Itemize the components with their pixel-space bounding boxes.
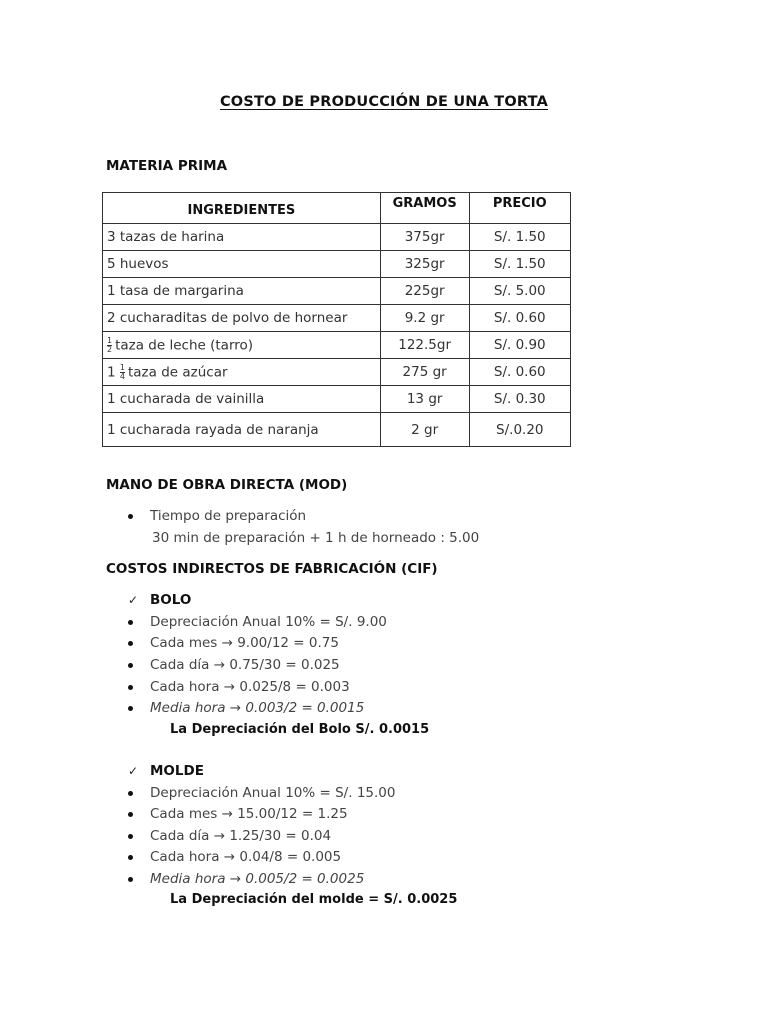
line-text: Cada día → 1.25/30 = 0.04 [150,828,332,844]
cell-precio: S/. 1.50 [469,251,570,278]
page-title [0,94,768,110]
cell-precio: S/.0.20 [469,413,570,447]
header-precio: PRECIO [469,193,570,224]
cell-precio: S/. 1.50 [469,224,570,251]
title-text: COSTO DE PRODUCCIÓN DE UNA TORTA [219,94,549,110]
bullet-icon [128,791,133,796]
table-row [103,413,571,447]
molde-subheading [128,763,204,779]
table-row [103,224,571,251]
molde-summary: La Depreciación del molde = S/. 0.0025 [170,892,458,907]
bolo-summary: La Depreciación del Bolo S/. 0.0015 [170,722,430,737]
cell-gramos: 9.2 gr [380,305,469,332]
list-item [128,635,339,651]
cell-gramos: 275 gr [380,359,469,386]
fraction-whole: 1 [107,364,116,380]
cell-gramos: 122.5gr [380,332,469,359]
cif-heading: COSTOS INDIRECTOS DE FABRICACIÓN (CIF) [106,561,438,577]
cell-precio: S/. 5.00 [469,278,570,305]
bullet-icon [128,685,133,690]
table-header-row [103,193,571,224]
fraction-denominator: 4 [119,371,125,381]
bullet-icon [128,706,133,711]
list-item [128,700,364,716]
list-item [128,871,364,887]
checkmark-icon: ✓ [128,764,139,778]
table-row [103,251,571,278]
bullet-icon [128,620,133,625]
table-row [103,332,571,359]
list-item [128,657,340,673]
table-row [103,305,571,332]
list-item [128,806,348,822]
fraction-denominator: 2 [107,344,113,354]
cell-gramos: 2 gr [380,413,469,447]
bullet-icon [128,855,133,860]
bullet-icon [128,877,133,882]
bullet-icon [128,812,133,817]
list-item [128,679,350,695]
fraction-numerator: 1 [107,335,113,345]
cell-ingrediente: 3 tazas de harina [103,224,381,251]
list-item [128,785,395,801]
ingredient-text: taza de azúcar [127,364,228,380]
mod-heading: MANO DE OBRA DIRECTA (MOD) [106,477,348,493]
cell-ingrediente [103,332,381,359]
cell-ingrediente: 1 cucharada rayada de naranja [103,413,381,447]
header-gramos: GRAMOS [380,193,469,224]
cell-ingrediente: 1 tasa de margarina [103,278,381,305]
fraction-half [107,337,112,354]
line-text: Cada mes → 9.00/12 = 0.75 [150,635,339,651]
line-text: Media hora → 0.003/2 = 0.0015 [150,700,365,716]
cell-precio: S/. 0.90 [469,332,570,359]
line-text: Cada hora → 0.04/8 = 0.005 [150,849,342,865]
header-ingredientes: INGREDIENTES [103,193,381,224]
table-row [103,386,571,413]
line-text: Cada mes → 15.00/12 = 1.25 [150,806,348,822]
cell-precio: S/. 0.30 [469,386,570,413]
list-item [128,828,331,844]
mod-bullet [128,508,306,524]
line-text: Media hora → 0.005/2 = 0.0025 [150,871,365,887]
cell-ingrediente: 5 huevos [103,251,381,278]
materia-prima-heading: MATERIA PRIMA [106,158,228,174]
line-text: Cada hora → 0.025/8 = 0.003 [150,679,350,695]
ingredient-text: taza de leche (tarro) [115,337,254,353]
bullet-icon [128,514,133,519]
cell-gramos: 225gr [380,278,469,305]
cell-ingrediente: 1 cucharada de vainilla [103,386,381,413]
bolo-subheading [128,592,191,608]
mod-detail: 30 min de preparación + 1 h de horneado : 5.00 [152,530,480,546]
cell-gramos: 13 gr [380,386,469,413]
list-item [128,614,387,630]
line-text: Cada día → 0.75/30 = 0.025 [150,657,340,673]
cell-precio: S/. 0.60 [469,359,570,386]
checkmark-icon: ✓ [128,593,139,607]
fraction-quarter [120,364,125,381]
cell-gramos: 325gr [380,251,469,278]
bullet-icon [128,641,133,646]
line-text: Depreciación Anual 10% = S/. 15.00 [150,785,396,801]
bullet-icon [128,663,133,668]
mod-bullet-text: Tiempo de preparación [150,508,307,524]
cell-ingrediente: 2 cucharaditas de polvo de hornear [103,305,381,332]
list-item [128,849,341,865]
table-row [103,359,571,386]
ingredients-table [102,192,571,447]
bullet-icon [128,834,133,839]
line-text: Depreciación Anual 10% = S/. 9.00 [150,614,387,630]
cell-gramos: 375gr [380,224,469,251]
cell-ingrediente [103,359,381,386]
fraction-numerator: 1 [119,362,125,372]
table-row [103,278,571,305]
cell-precio: S/. 0.60 [469,305,570,332]
bolo-label: BOLO [150,592,192,608]
molde-label: MOLDE [150,763,204,779]
